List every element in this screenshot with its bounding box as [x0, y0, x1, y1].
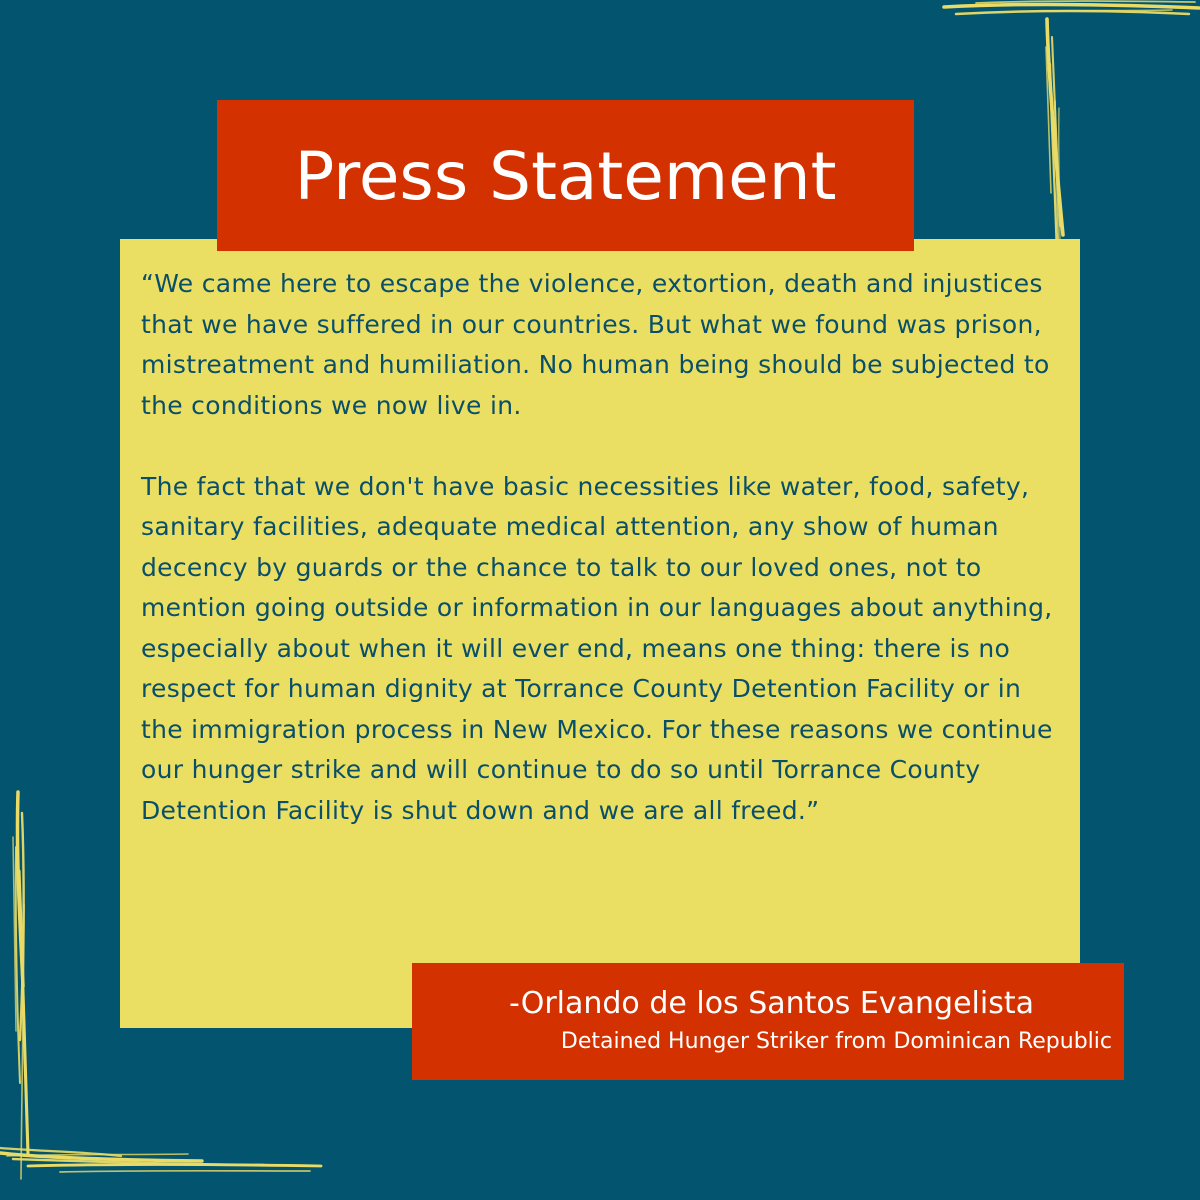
page-title: Press Statement: [217, 100, 914, 251]
attribution-box: [412, 963, 1124, 1080]
quote-text: [141, 264, 1066, 831]
quote-paragraph-1: “We came here to escape the violence, extortion, death and injustices that we have suffered in our countries. But what we found was prison, mistreatment and humiliation. No human being should be subjected to the conditions we now live in.: [141, 269, 1050, 420]
attribution-name: -Orlando de los Santos Evangelista: [509, 986, 1034, 1021]
quote-paragraph-2: The fact that we don't have basic necessities like water, food, safety, sanitary facilities, adequate medical attention, any show of human decency by guards or the chance to talk to our loved ones, not to mention going outside or information in our languages about anything, especially about when it will ever end, means one thing: there is no respect for human dignity at Torrance County Detention Facility or in the immigration process in New Mexico. For these reasons we continue our hunger strike and will continue to do so until Torrance County Detention Facility is shut down and we are all freed.”: [141, 471, 1053, 825]
attribution-role: Detained Hunger Striker from Dominican Republic: [560, 1029, 1112, 1054]
